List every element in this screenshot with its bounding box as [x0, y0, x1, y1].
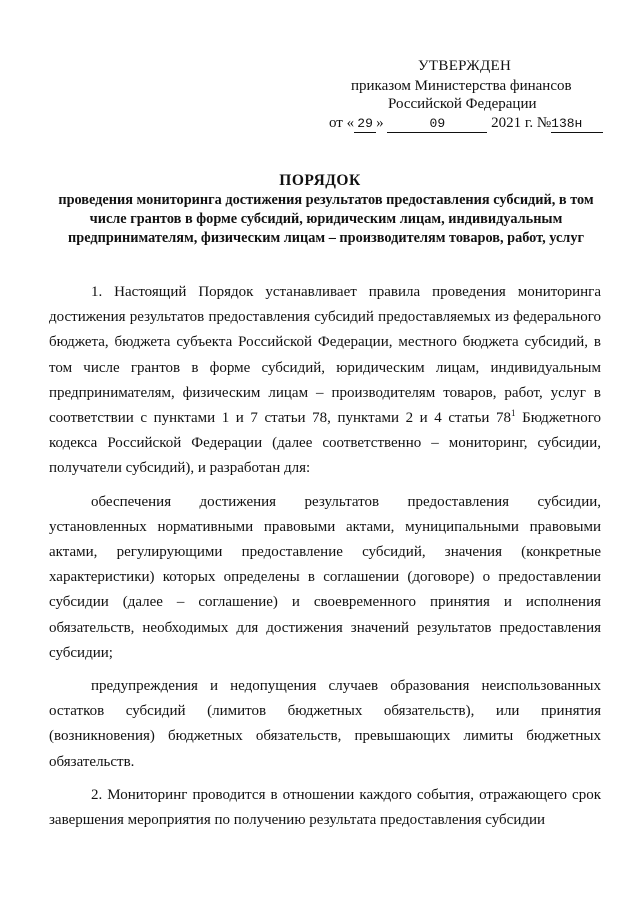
document-title: ПОРЯДОК — [279, 172, 361, 189]
date-mid: » — [376, 115, 384, 131]
paragraph-4: 2. Мониторинг проводится в отношении каждого события, отражающего срок завершения мероприятия по получению результата предоставления субсидии — [49, 786, 601, 829]
approval-order-line: приказом Министерства финансов — [351, 78, 572, 94]
approval-federation-line: Российской Федерации — [388, 96, 537, 112]
date-year-text: 2021 г. № — [491, 115, 552, 131]
paragraph-1-main: 1. Настоящий Порядок устанавливает правила проведения мониторинга достижения результатов предоставления субсидий предоставляемых из федерального бюджета, бюджета субъекта Российской Федерации, местного бюджета субсидий, в том числе грантов в форме субсидий, юридическим лицам, индивидуальным предпринимателям, физическим лицам – производителям товаров, работ, услуг в соответствии с пунктами 1 и 7 статьи 78, пунктами 2 и 4 статьи 78 — [49, 284, 601, 427]
date-day: 29 — [354, 115, 376, 133]
paragraph-1 — [49, 280, 601, 482]
approval-date-row — [329, 114, 603, 133]
article-superscript: 1 — [511, 408, 516, 419]
paragraph-2: обеспечения достижения результатов предоставления субсидии, установленных нормативными правовыми актами, муниципальными правовыми актами, регулирующими предоставление субсидий, значения (конкретные характеристики) которых определены в соглашении (договоре) о предоставлении субсидии (далее – соглашение) и своевременного принятия и исполнения обязательств, необходимых для достижения значений результатов предоставления субсидии; — [49, 493, 601, 661]
date-month: 09 — [387, 115, 487, 133]
order-number: 138н — [551, 115, 603, 133]
approval-title: УТВЕРЖДЕН — [418, 58, 512, 74]
document-body — [49, 280, 601, 833]
paragraph-1-tail: Бюджетного кодекса Российской Федерации (далее соответственно – мониторинг, субсидии, получатели субсидий), и разработан для: — [49, 410, 601, 477]
document-subtitle: проведения мониторинга достижения результатов предоставления субсидий, в том числе грантов в форме субсидий, юридическим лицам, индивидуальным предпринимателям, физическим лицам – производителям товаров, работ, услуг — [58, 192, 594, 246]
paragraph-3: предупреждения и недопущения случаев образования неиспользованных остатков субсидий (лимитов бюджетных обязательств), или принятия (возникновения) бюджетных обязательств, превышающих лимиты бюджетных обязательств. — [49, 678, 601, 770]
date-prefix: от « — [329, 115, 355, 131]
